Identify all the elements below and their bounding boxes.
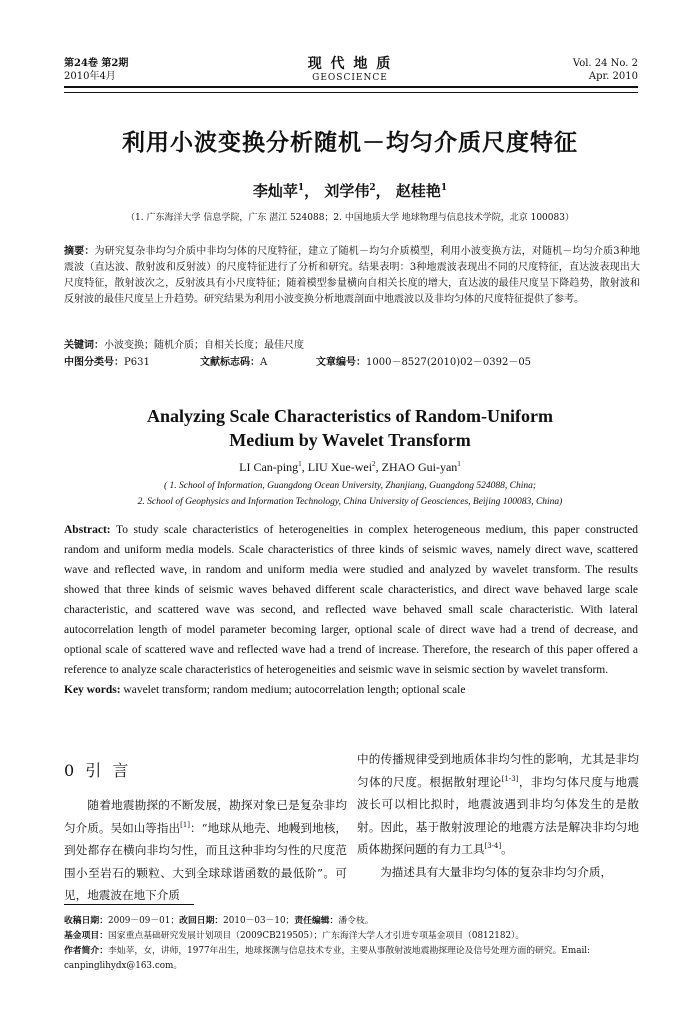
journal-title-en: GEOSCIENCE bbox=[312, 73, 388, 83]
abstract-en-text: To study scale characteristics of heterogeneities in complex heterogeneous medium, this paper constructed random and uniform media models. Scale characteristics of three kinds of seismic waves, namely direct wave, scattered wave and reflected wave, in random and uniform media were studied and analyzed by wavelet transform. The results showed that three kinds of seismic waves behaved different scale characteristics, and direct wave behaved large scale characteristic, and scattered wave was second, and reflected wave behaved small scale characteristic. With lateral autocorrelation length of model parameter becoming larger, optional scale of direct wave had a trend of decrease, and optional scale of scattered wave and reflected wave had a trend of increase. Therefore, the research of this paper offered a reference to analyze scale characteristics of heterogeneities and seismic wave in seismic section by wavelet transform. bbox=[64, 524, 639, 676]
author-en-2-sup: 2 bbox=[372, 460, 376, 468]
article-label: 文章编号： bbox=[316, 357, 366, 368]
affiliation-cn: （1. 广东海洋大学 信息学院，广东 湛江 524088；2. 中国地质大学 地球物理与信息技术学院，北京 100083） bbox=[126, 213, 574, 223]
abstract-cn bbox=[64, 244, 640, 308]
paper-title-en-line1: Analyzing Scale Characteristics of Random-Uniform bbox=[147, 406, 553, 426]
header-right bbox=[573, 57, 638, 83]
citation-ref-1: [1] bbox=[180, 820, 191, 829]
author-en-1: LI Can-ping bbox=[239, 460, 299, 474]
keywords-cn-label: 关键词： bbox=[64, 340, 104, 351]
author-bio-label: 作者简介： bbox=[64, 946, 108, 956]
paper-title-en-line2: Medium by Wavelet Transform bbox=[229, 430, 471, 450]
doc-label: 文献标志码： bbox=[200, 357, 260, 368]
abstract-en bbox=[64, 520, 638, 700]
author-en-3: ZHAO Gui-yan bbox=[381, 460, 458, 474]
editor-label: 责任编辑： bbox=[294, 916, 339, 926]
intro-left-column bbox=[64, 794, 347, 907]
footnote-dates bbox=[64, 914, 638, 929]
section-title-intro: 0 引 言 bbox=[64, 761, 132, 780]
header-rule-thin bbox=[64, 92, 638, 93]
author-en-2: LIU Xue-wei bbox=[307, 460, 373, 474]
abstract-cn-label: 摘要： bbox=[64, 246, 95, 257]
intro-right-text-b: ，非均匀体尺度与地震波长可以相比拟时，地震波遇到非均匀体发生的是散射。因此，基于散射波理论的地震方法是解决非均匀地质体勘探问题的有力工具 bbox=[357, 774, 639, 856]
footnote bbox=[64, 914, 638, 974]
authors-cn: 李灿苹$^1$， 刘学伟$^2$， 赵桂艳$^1$ bbox=[252, 182, 448, 200]
paper-title-en bbox=[0, 404, 700, 452]
author-cn-1: 李灿苹 bbox=[252, 182, 298, 200]
header-rule-thick bbox=[64, 86, 638, 88]
received-label: 收稿日期： bbox=[64, 916, 108, 926]
keywords-cn-text: 小波变换；随机介质；自相关长度；最佳尺度 bbox=[104, 340, 304, 351]
keywords-en-label: Key words: bbox=[64, 684, 121, 696]
intro-right-text-a: 中的传播规律受到地质体非均匀性的影响，尤其是非均匀体的尺度。根据散射理论 bbox=[357, 752, 639, 789]
journal-title-cn: 现 代 地 质 bbox=[307, 56, 393, 72]
footnote-fund bbox=[64, 929, 638, 944]
editor-name: 潘令枝。 bbox=[338, 916, 374, 926]
intro-left-text-a: 随着地震勘探的不断发展，勘探对象已是复杂非均匀介质。吴如山等指出 bbox=[64, 798, 347, 835]
fund-text: 国家重点基础研究发展计划项目（2009CB219505）；广东海洋大学人才引进专项基金项目（0812182）。 bbox=[108, 931, 525, 941]
intro-right-text-p2: 为描述具有大量非均匀体的复杂非均匀介质， bbox=[380, 864, 613, 879]
author-cn-3-sup: 1 bbox=[440, 183, 448, 193]
header-date-en: Apr. 2010 bbox=[588, 71, 638, 82]
intro-left-text-b: ：“地球从地壳、地幔到地核，到处都存在横向非均匀性，而且这种非均匀性的尺度范围小至岩石的颗粒、大到全球球谐函数的最低阶”。可见，地震波在地下介质 bbox=[64, 820, 347, 902]
clc-number bbox=[64, 356, 150, 370]
revised-label: 改回日期： bbox=[179, 916, 224, 926]
author-cn-1-sup: 1 bbox=[297, 183, 305, 193]
intro-right-text-c: 。 bbox=[501, 842, 513, 856]
fund-label: 基金项目： bbox=[64, 931, 108, 941]
abstract-cn-text: 为研究复杂非均匀介质中非均匀体的尺度特征，建立了随机－均匀介质模型，利用小波变换方法，对随机－均匀介质3种地震波（直达波、散射波和反射波）的尺度特征进行了分析和研究。结果表明：3种地震波表现出不同的尺度特征，直达波表现出大尺度特征，散射波次之，反射波具有小尺度特征；随着模型参量横向自相关长度的增大，直达波的最佳尺度呈下降趋势，散射波和反射波的最佳尺度呈上升趋势。研究结果为利用小波变换分析地震剖面中地震波以及非均匀体的尺度特征提供了参考。 bbox=[64, 246, 640, 305]
doc-code bbox=[200, 356, 267, 370]
affiliation-en-1: ( 1. School of Information, Guangdong Ocean University, Zhanjiang, Guangdong 524088, China; bbox=[163, 481, 537, 491]
keywords-cn bbox=[64, 339, 304, 353]
article-value: 1000－8527(2010)02－0392－05 bbox=[366, 357, 532, 368]
doc-value: A bbox=[260, 357, 268, 368]
paper-title-cn: 利用小波变换分析随机－均匀介质尺度特征 bbox=[122, 130, 578, 156]
clc-value: P631 bbox=[124, 357, 150, 368]
clc-label: 中图分类号： bbox=[64, 357, 124, 368]
author-en-3-sup: 1 bbox=[457, 460, 461, 468]
article-number bbox=[316, 356, 531, 370]
author-cn-2-sup: 2 bbox=[369, 183, 376, 193]
footnote-author bbox=[64, 944, 638, 974]
citation-ref-3-4: [3-4] bbox=[484, 842, 502, 851]
affiliation-en-2: 2. School of Geophysics and Information Technology, China University of Geosciences, Beijing 100083, China) bbox=[137, 497, 563, 507]
author-bio-text: 李灿苹，女，讲师，1977年出生，地球探测与信息技术专业，主要从事散射波地震勘探理论及信号处理方面的研究。Email: canpinglihydx@163.com。 bbox=[64, 946, 591, 971]
citation-ref-1-3: [1-3] bbox=[501, 774, 519, 783]
author-cn-3: 赵桂艳 bbox=[395, 182, 441, 200]
header-vol-issue-cn: 第24卷 第2期 bbox=[64, 58, 129, 69]
header-vol-issue-en: Vol. 24 No. 2 bbox=[572, 58, 638, 69]
keywords-en-text: wavelet transform; random medium; autocorrelation length; optional scale bbox=[123, 684, 466, 696]
header-date-cn: 2010年4月 bbox=[64, 71, 116, 82]
footnote-rule bbox=[64, 904, 194, 905]
revised-date: 2010－03－10； bbox=[223, 916, 295, 926]
received-date: 2009－09－01； bbox=[108, 916, 180, 926]
intro-right-column bbox=[357, 748, 639, 883]
author-en-1-sup: 1 bbox=[298, 460, 302, 468]
author-cn-2: 刘学伟 bbox=[324, 182, 370, 200]
abstract-en-label: Abstract: bbox=[64, 524, 111, 536]
authors-en: LI Can-ping$^1$, LIU Xue-wei$^2$, ZHAO Gui-yan$^1$ bbox=[239, 460, 461, 474]
